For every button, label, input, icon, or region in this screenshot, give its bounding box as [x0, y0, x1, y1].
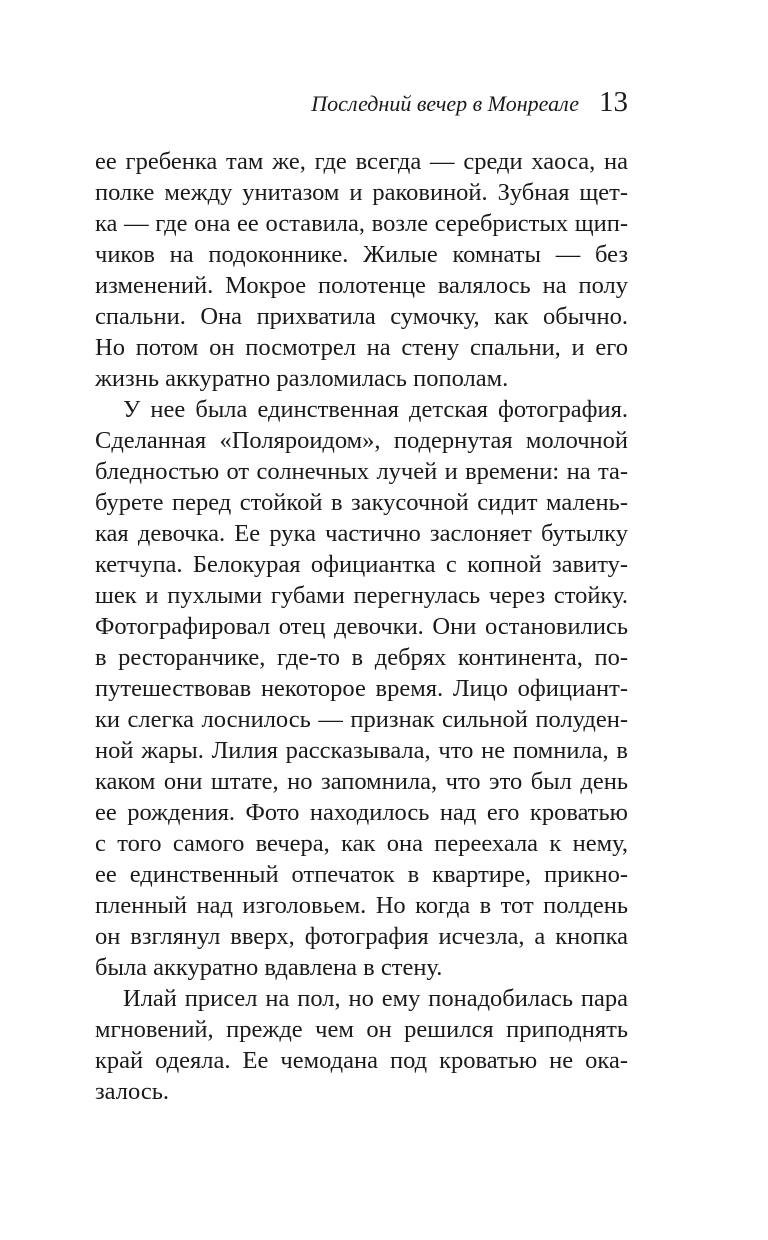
text-line: с того самого вечера, как она переехала к нему,: [95, 830, 628, 857]
paragraph: [95, 983, 628, 1107]
text-line: ной жары. Лилия рассказывала, что не помнила, в: [95, 737, 628, 764]
text-line: изменений. Мокрое полотенце валялось на полу: [95, 272, 628, 299]
running-header: [95, 86, 628, 119]
text-line: шек и пухлыми губами перегнулась через стойку.: [95, 582, 628, 609]
text-line: ка — где она ее оставила, возле серебристых щип-: [95, 210, 628, 237]
page-number: 13: [599, 86, 628, 118]
text-line: У нее была единственная детская фотография.: [123, 396, 628, 423]
text-line: залось.: [95, 1078, 170, 1105]
text-line: Фотографировал отец девочки. Они остановились: [95, 613, 628, 640]
text-line: кая девочка. Ее рука частично заслоняет бутылку: [95, 520, 628, 547]
text-line: бледностью от солнечных лучей и времени: на та-: [95, 458, 628, 485]
text-line: ее гребенка там же, где всегда — среди хаоса, на: [95, 148, 628, 175]
text-line: мгновений, прежде чем он решился приподнять: [95, 1016, 628, 1043]
text-line: Илай присел на пол, но ему понадобилась пара: [123, 985, 628, 1012]
text-line: спальни. Она прихватила сумочку, как обычно.: [95, 303, 628, 330]
paragraph: [95, 394, 628, 983]
text-line: полке между унитазом и раковиной. Зубная щет-: [95, 179, 628, 206]
text-line: пленный над изголовьем. Но когда в тот полдень: [95, 892, 628, 919]
running-title: Последний вечер в Монреале: [311, 91, 579, 116]
paragraph: [95, 146, 628, 394]
text-line: Сделанная «Поляроидом», подернутая молочной: [95, 427, 628, 454]
text-line: ки слегка лоснилось — признак сильной полуден-: [95, 706, 628, 733]
text-line: бурете перед стойкой в закусочной сидит малень-: [95, 489, 628, 516]
body-text: [95, 146, 628, 1107]
text-line: чиков на подоконнике. Жилые комнаты — без: [95, 241, 628, 268]
text-line: ее рождения. Фото находилось над его кроватью: [95, 799, 628, 826]
text-line: путешествовав некоторое время. Лицо официант-: [95, 675, 628, 702]
text-line: в ресторанчике, где-то в дебрях континента, по-: [95, 644, 628, 671]
text-line: была аккуратно вдавлена в стену.: [95, 954, 443, 981]
text-line: жизнь аккуратно разломилась пополам.: [95, 365, 509, 392]
text-line: ее единственный отпечаток в квартире, прикно-: [95, 861, 628, 888]
text-line: край одеяла. Ее чемодана под кроватью не ока-: [95, 1047, 628, 1074]
text-line: каком они штате, но запомнила, что это был день: [95, 768, 628, 795]
text-line: он взглянул вверх, фотография исчезла, а кнопка: [95, 923, 628, 950]
text-line: кетчупа. Белокурая официантка с копной завиту-: [95, 551, 628, 578]
text-line: Но потом он посмотрел на стену спальни, и его: [95, 334, 628, 361]
